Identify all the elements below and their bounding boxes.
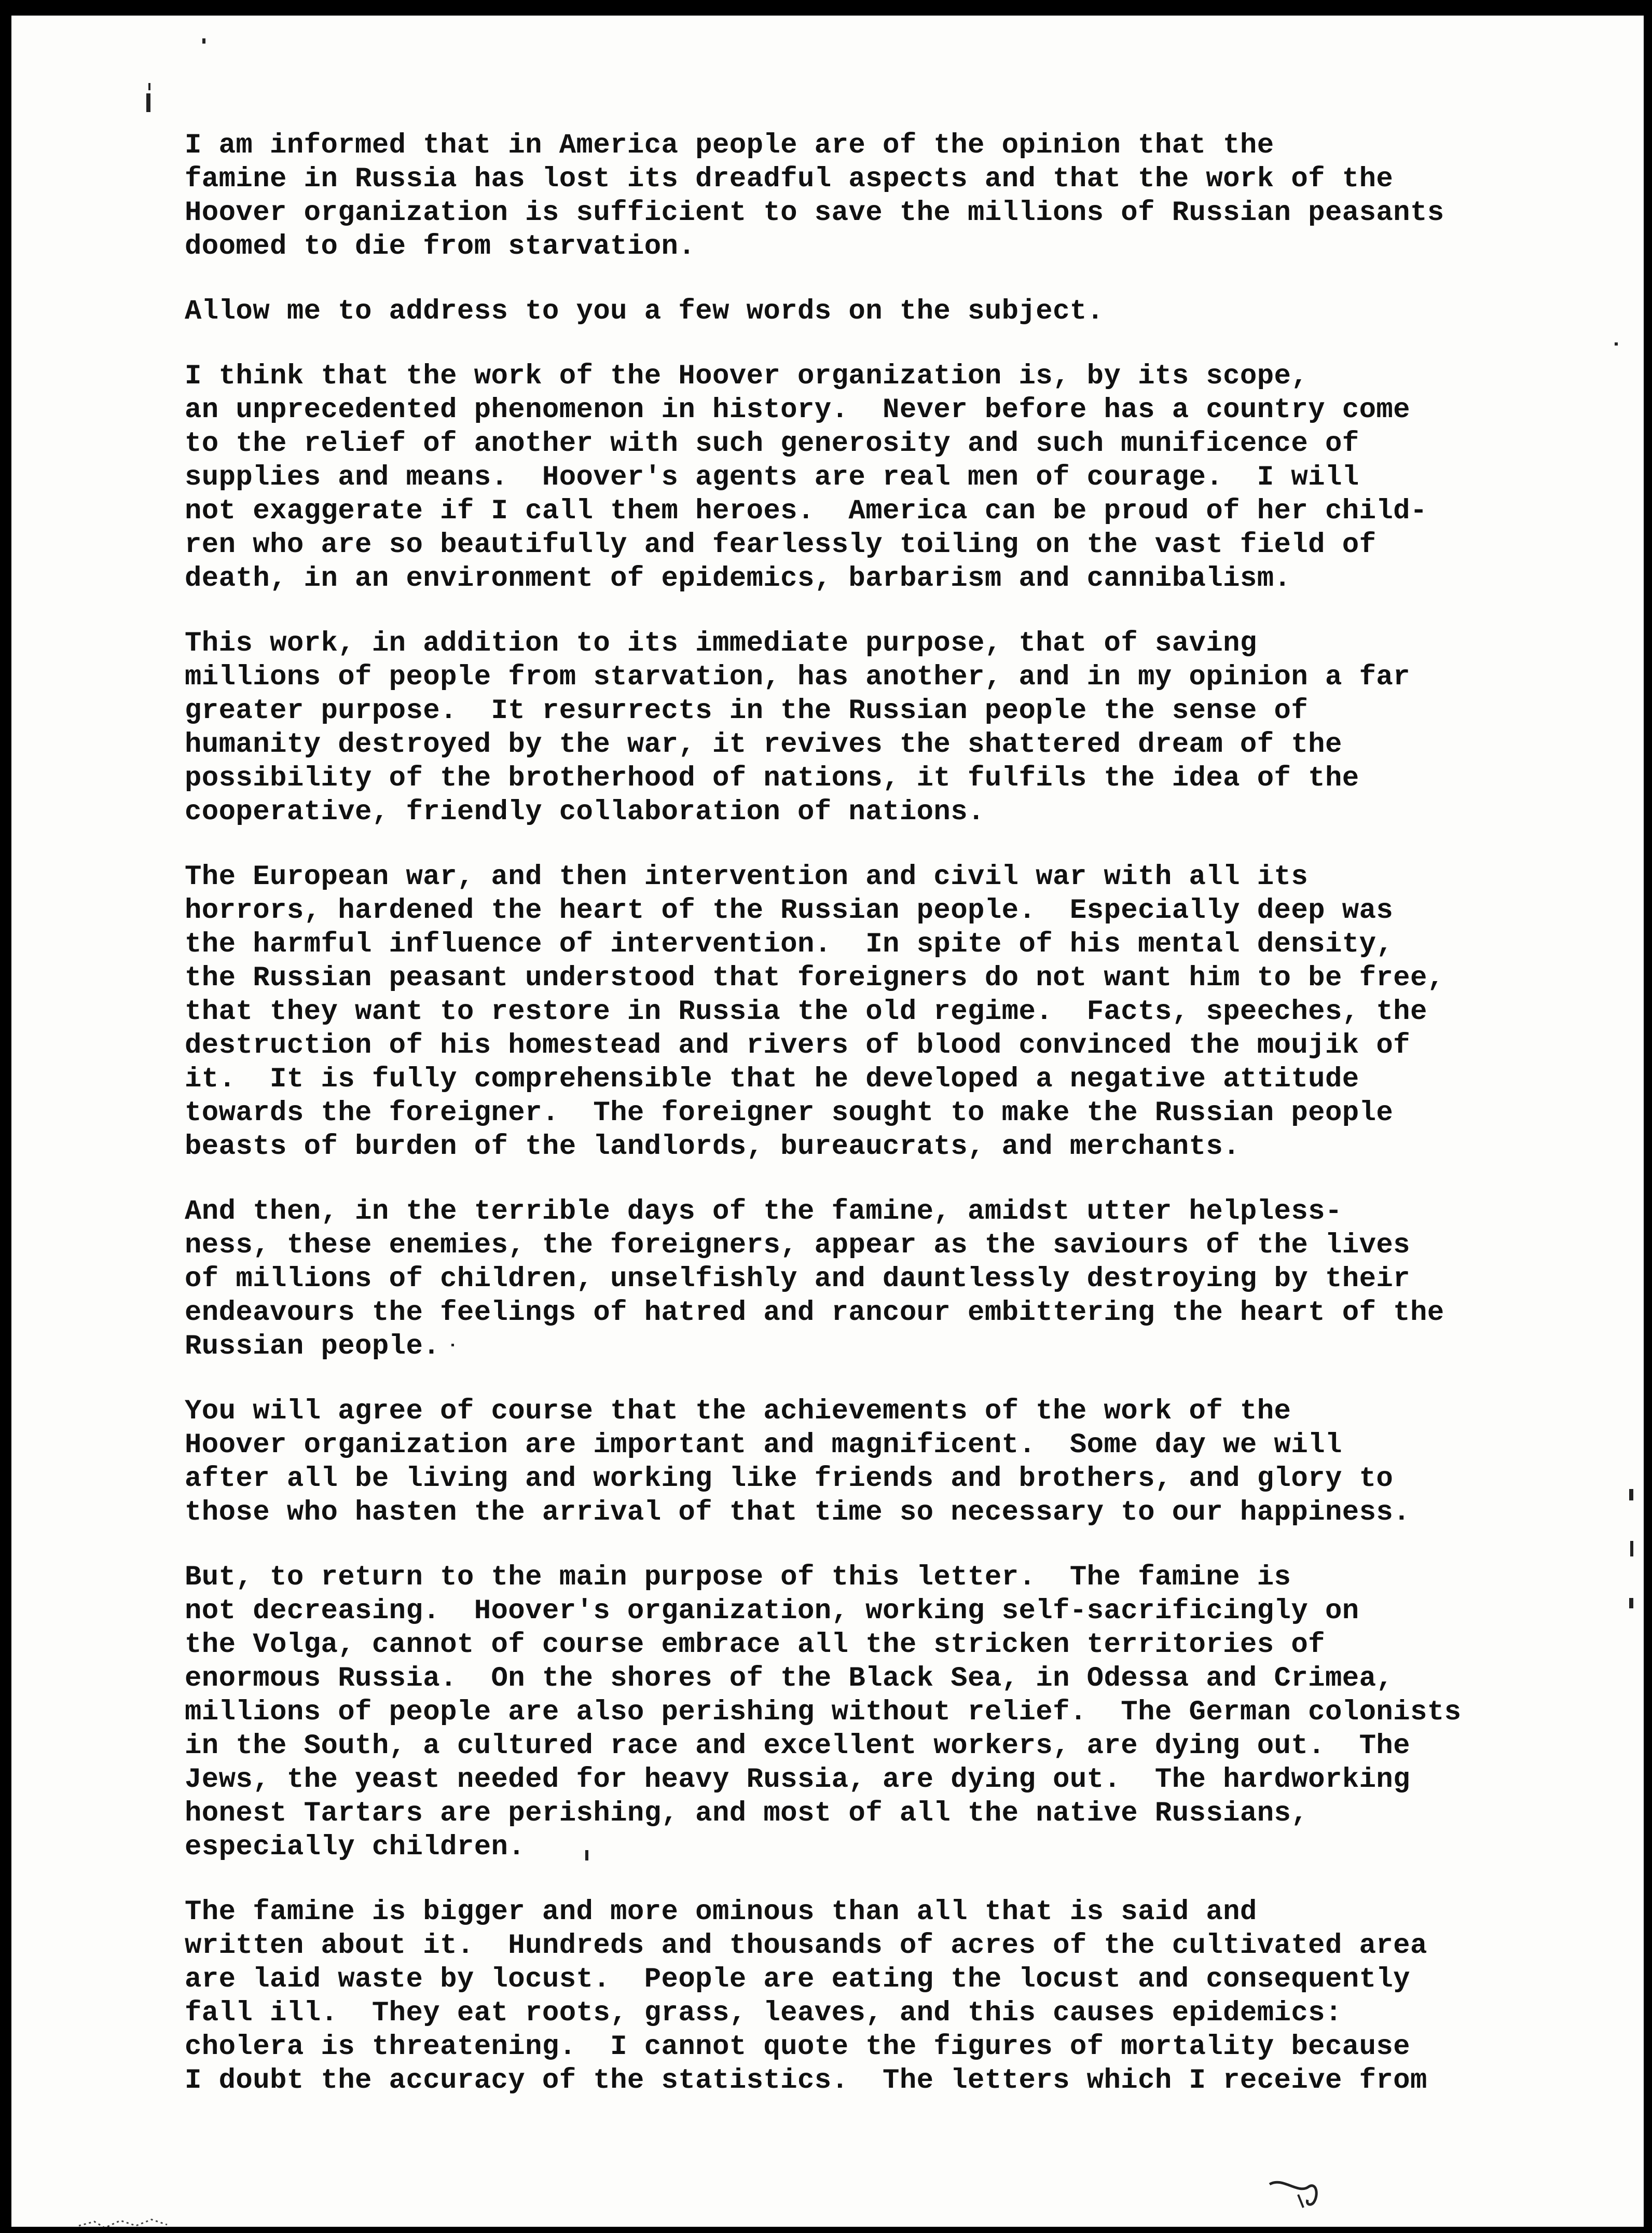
text-line: of millions of children, unselfishly and dauntlessly destroying by their: [185, 1263, 1410, 1295]
text-line: those who hasten the arrival of that time so necessary to our happiness.: [185, 1497, 1410, 1528]
text-line: millions of people from starvation, has another, and in my opinion a far: [185, 661, 1410, 693]
text-line: in the South, a cultured race and excellent workers, are dying out. The: [185, 1730, 1410, 1762]
text-line: honest Tartars are perishing, and most of all the native Russians,: [185, 1798, 1309, 1829]
text-line: Allow me to address to you a few words on the subject.: [185, 296, 1104, 327]
text-line: to the relief of another with such generosity and such munificence of: [185, 428, 1359, 460]
text-line: cholera is threatening. I cannot quote the figures of mortality because: [185, 2031, 1410, 2063]
paragraph: [95, 360, 1579, 596]
text-line: it. It is fully comprehensible that he developed a negative attitude: [185, 1064, 1359, 1095]
text-line: I think that the work of the Hoover organization is, by its scope,: [185, 361, 1309, 392]
text-line: I doubt the accuracy of the statistics. The letters which I receive from: [185, 2065, 1427, 2097]
text-line: But, to return to the main purpose of this letter. The famine is: [185, 1562, 1291, 1593]
paragraph: [95, 627, 1579, 829]
text-line: Jews, the yeast needed for heavy Russia, are dying out. The hardworking: [185, 1764, 1410, 1796]
scan-speck: [451, 1344, 454, 1346]
text-line: ness, these enemies, the foreigners, appear as the saviours of the lives: [185, 1230, 1410, 1261]
text-line: Russian people.: [185, 1331, 440, 1362]
text-line: are laid waste by locust. People are eating the locust and consequently: [185, 1964, 1410, 1995]
document-page: [11, 16, 1644, 2227]
text-line: written about it. Hundreds and thousands of acres of the cultivated area: [185, 1930, 1427, 1962]
text-line: fall ill. They eat roots, grass, leaves, and this causes epidemics:: [185, 1997, 1342, 2029]
text-line: You will agree of course that the achievements of the work of the: [185, 1396, 1291, 1427]
smudge-marks: [74, 2210, 229, 2227]
text-line: The European war, and then intervention and civil war with all its: [185, 861, 1309, 893]
paragraph: [95, 1195, 1579, 1363]
text-line: the harmful influence of intervention. In spite of his mental density,: [185, 929, 1394, 960]
text-line: horrors, hardened the heart of the Russian people. Especially deep was: [185, 895, 1394, 927]
text-line: This work, in addition to its immediate purpose, that of saving: [185, 628, 1257, 659]
text-line: not decreasing. Hoover's organization, working self-sacrificingly on: [185, 1595, 1359, 1627]
scan-speck: [202, 38, 205, 44]
paragraph: [95, 1895, 1579, 2098]
text-line: I am informed that in America people are of the opinion that the: [185, 130, 1274, 161]
text-line: an unprecedented phenomenon in history. Never before has a country come: [185, 394, 1410, 426]
paragraph: [95, 860, 1579, 1164]
paragraph: [95, 295, 1579, 328]
scan-speck: [146, 93, 150, 112]
pen-scribble: [1267, 2174, 1329, 2210]
text-line: the Volga, cannot of course embrace all the stricken territories of: [185, 1629, 1325, 1661]
scan-speck: [1615, 342, 1618, 346]
paragraph: [95, 129, 1579, 264]
paragraph: [95, 1561, 1579, 1864]
text-line: doomed to die from starvation.: [185, 231, 696, 263]
text-line: greater purpose. It resurrects in the Russian people the sense of: [185, 695, 1309, 727]
paragraph: [95, 1395, 1579, 1529]
text-line: The famine is bigger and more ominous than all that is said and: [185, 1896, 1257, 1928]
text-line: possibility of the brotherhood of nations, it fulfils the idea of the: [185, 763, 1359, 794]
scan-speck: [585, 1850, 588, 1860]
scan-speck: [1630, 1541, 1633, 1556]
text-line: endeavours the feelings of hatred and rancour embittering the heart of the: [185, 1297, 1444, 1329]
text-line: destruction of his homestead and rivers of blood convinced the moujik of: [185, 1030, 1410, 1062]
text-line: towards the foreigner. The foreigner sought to make the Russian people: [185, 1097, 1394, 1129]
text-line: ren who are so beautifully and fearlessly toiling on the vast field of: [185, 529, 1376, 561]
text-line: after all be living and working like friends and brothers, and glory to: [185, 1463, 1394, 1495]
scan-speck: [1629, 1598, 1633, 1608]
text-line: not exaggerate if I call them heroes. America can be proud of her child-: [185, 495, 1427, 527]
text-line: death, in an environment of epidemics, barbarism and cannibalism.: [185, 563, 1291, 595]
scan-speck: [1629, 1489, 1633, 1500]
text-line: especially children.: [185, 1831, 526, 1863]
text-line: Hoover organization are important and magnificent. Some day we will: [185, 1429, 1342, 1461]
text-line: Hoover organization is sufficient to save the millions of Russian peasants: [185, 197, 1444, 229]
text-line: beasts of burden of the landlords, bureaucrats, and merchants.: [185, 1131, 1240, 1163]
text-line: famine in Russia has lost its dreadful aspects and that the work of the: [185, 163, 1394, 195]
text-line: millions of people are also perishing without relief. The German colonists: [185, 1697, 1462, 1728]
text-line: supplies and means. Hoover's agents are real men of courage. I will: [185, 462, 1359, 493]
text-line: cooperative, friendly collaboration of nations.: [185, 796, 985, 828]
text-line: that they want to restore in Russia the old regime. Facts, speeches, the: [185, 996, 1427, 1028]
text-line: And then, in the terrible days of the famine, amidst utter helpless-: [185, 1196, 1342, 1228]
text-line: enormous Russia. On the shores of the Black Sea, in Odessa and Crimea,: [185, 1663, 1394, 1694]
scan-speck: [148, 83, 150, 90]
letter-body: [95, 129, 1579, 2129]
text-line: humanity destroyed by the war, it revives the shattered dream of the: [185, 729, 1342, 761]
text-line: the Russian peasant understood that foreigners do not want him to be free,: [185, 962, 1444, 994]
